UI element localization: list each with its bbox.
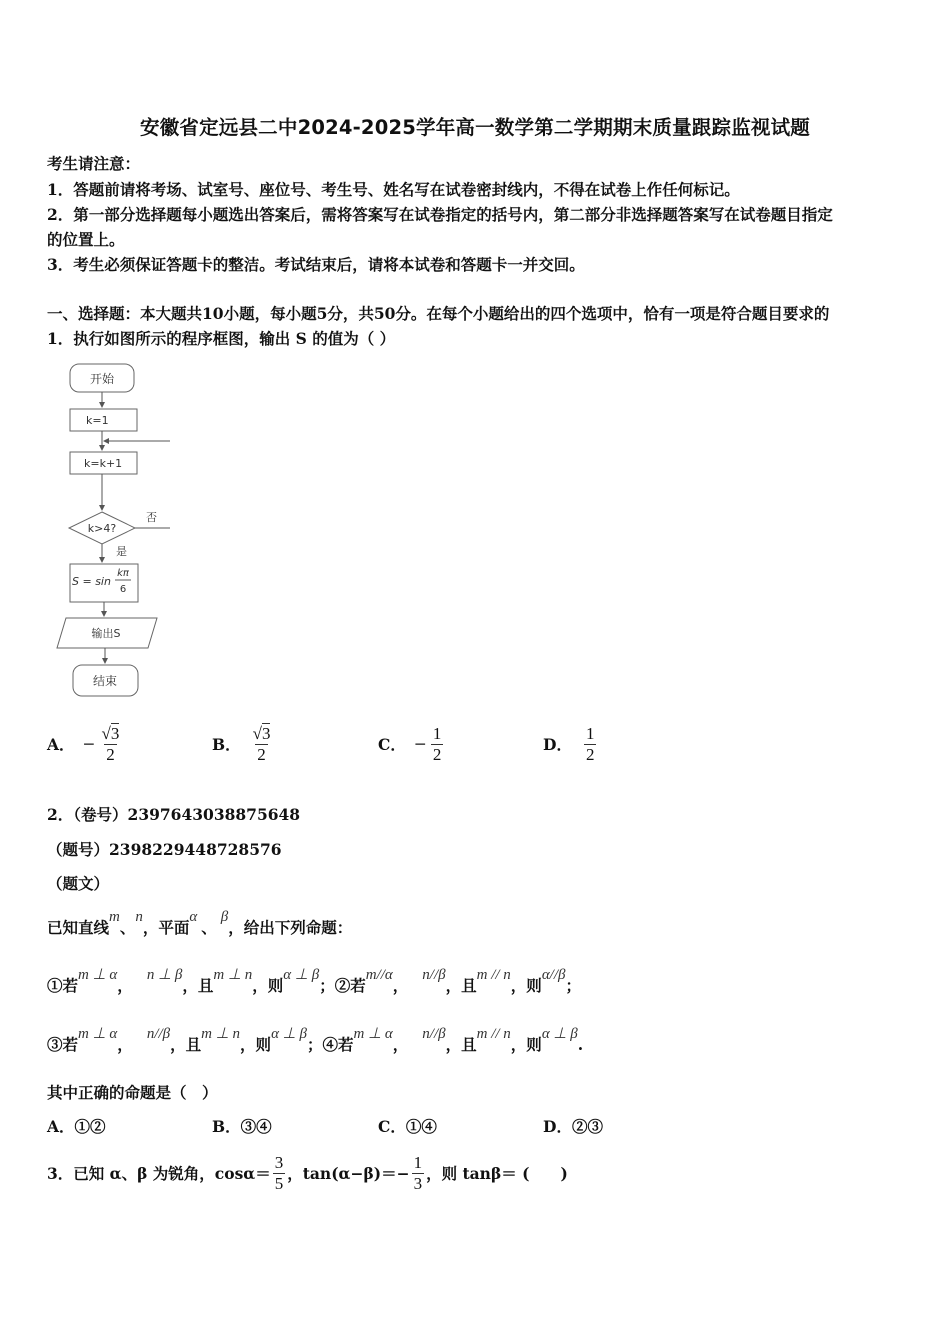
q1-option-c-denominator: 2 bbox=[432, 744, 442, 764]
q1-option-c-sign: − bbox=[413, 735, 427, 753]
flow-init-label: k=1 bbox=[86, 414, 109, 427]
q1-option-d-numerator: 1 bbox=[585, 723, 595, 743]
q2-given: 已知直线m、n，平面α、β，给出下列命题： bbox=[47, 909, 353, 937]
q2-option-a[interactable]: A．①② bbox=[47, 1117, 106, 1136]
notice-item-2-cont: 的位置上。 bbox=[47, 230, 125, 249]
flow-end-label: 结束 bbox=[92, 674, 118, 688]
flow-output-label: 输出S bbox=[91, 627, 121, 640]
q1-option-b[interactable] bbox=[212, 718, 274, 770]
flow-condition-label: k>4? bbox=[87, 522, 117, 535]
q2-ask: 其中正确的命题是（ ） bbox=[47, 1083, 218, 1102]
q1-option-b-fraction: $\frac{√3}{2}$ bbox=[252, 723, 271, 764]
q1-option-c-fraction bbox=[431, 724, 444, 765]
q1-option-c[interactable] bbox=[378, 718, 445, 770]
q2-option-d[interactable]: D．②③ bbox=[543, 1117, 603, 1136]
q1-option-a-fraction: $\frac{√3}{2}$ bbox=[101, 723, 120, 764]
q1-option-b-denominator: 2 bbox=[257, 744, 266, 764]
q2-propositions-3-4: ③若m ⊥ α，n//β，且m ⊥ n，则α ⊥ β；④若m ⊥ α，n//β，且m // n，则α ⊥ β. bbox=[47, 1026, 584, 1054]
q3-fraction-cos-numerator: 3 bbox=[274, 1152, 284, 1172]
flow-increment-label: k=k+1 bbox=[84, 457, 123, 470]
flow-start-label: 开始 bbox=[89, 372, 115, 386]
flow-assign-label: S = sin bbox=[72, 575, 111, 588]
q1-option-d-label: D． bbox=[543, 735, 572, 754]
notice-item-1: 1．答题前请将考场、试室号、座位号、考生号、姓名写在试卷密封线内，不得在试卷上作任何标记。 bbox=[47, 180, 740, 199]
q3-stem-part3: ，则 tanβ＝ ( ) bbox=[426, 1164, 568, 1183]
q3-fraction-cos-denominator: 5 bbox=[274, 1173, 284, 1193]
q3-fraction-tan-denominator: 3 bbox=[413, 1173, 423, 1193]
q1-option-b-radicand: 3 bbox=[261, 723, 271, 743]
q1-option-c-numerator: 1 bbox=[432, 723, 442, 743]
q1-option-d-denominator: 2 bbox=[585, 744, 595, 764]
q1-option-a-label: A． bbox=[47, 735, 75, 754]
q2-text-label: （题文） bbox=[47, 874, 110, 893]
notice-item-3: 3．考生必须保证答题卡的整洁。考试结束后，请将本试卷和答题卡一并交回。 bbox=[47, 255, 585, 274]
q1-option-a-sign: − bbox=[82, 735, 96, 753]
q3-fraction-tan-numerator: 1 bbox=[413, 1152, 423, 1172]
q1-option-a-denominator: 2 bbox=[106, 744, 115, 764]
flow-no-label: 否 bbox=[146, 511, 157, 524]
notice-item-2: 2．第一部分选择题每小题选出答案后，需将答案写在试卷指定的括号内，第二部分非选择题答案写在试卷题目指定 bbox=[47, 205, 833, 224]
q3-stem-part1: 3．已知 α、β 为锐角，cosα＝ bbox=[47, 1164, 271, 1183]
q1-option-c-label: C． bbox=[378, 735, 406, 754]
q3-fraction-cos bbox=[273, 1153, 286, 1194]
flowchart bbox=[50, 355, 170, 705]
q3-fraction-tan bbox=[412, 1153, 425, 1194]
q1-option-a[interactable] bbox=[47, 718, 123, 770]
q2-option-b[interactable]: B．③④ bbox=[212, 1117, 272, 1136]
page-title: 安徽省定远县二中2024-2025学年高一数学第二学期期末质量跟踪监视试题 bbox=[139, 116, 811, 139]
q1-option-a-radicand: 3 bbox=[110, 723, 120, 743]
q2-option-c[interactable]: C．①④ bbox=[378, 1117, 437, 1136]
section-heading: 一、选择题：本大题共10小题，每小题5分，共50分。在每个小题给出的四个选项中，恰有一项是符合题目要求的 bbox=[47, 304, 830, 323]
q1-option-d-fraction bbox=[584, 724, 597, 765]
q2-paper-number: 2．（卷号）2397643038875648 bbox=[47, 805, 301, 824]
q2-item-number: （题号）2398229448728576 bbox=[47, 840, 282, 859]
q2-propositions-1-2: ①若m ⊥ α，n ⊥ β，且m ⊥ n，则α ⊥ β；②若m//α，n//β，且m // n，则α//β； bbox=[47, 967, 582, 995]
flow-yes-label: 是 bbox=[116, 545, 127, 558]
notice-heading: 考生请注意： bbox=[47, 154, 141, 173]
flow-assign-denominator: 6 bbox=[119, 584, 127, 595]
q1-stem: 1．执行如图所示的程序框图，输出 S 的值为（ ） bbox=[47, 329, 396, 348]
q3-stem bbox=[47, 1146, 568, 1200]
q1-option-d[interactable] bbox=[543, 718, 598, 770]
q3-stem-part2: ，tan(α−β)＝− bbox=[287, 1164, 410, 1183]
q1-option-b-label: B． bbox=[212, 735, 241, 754]
flow-assign-numerator: kπ bbox=[117, 568, 129, 579]
